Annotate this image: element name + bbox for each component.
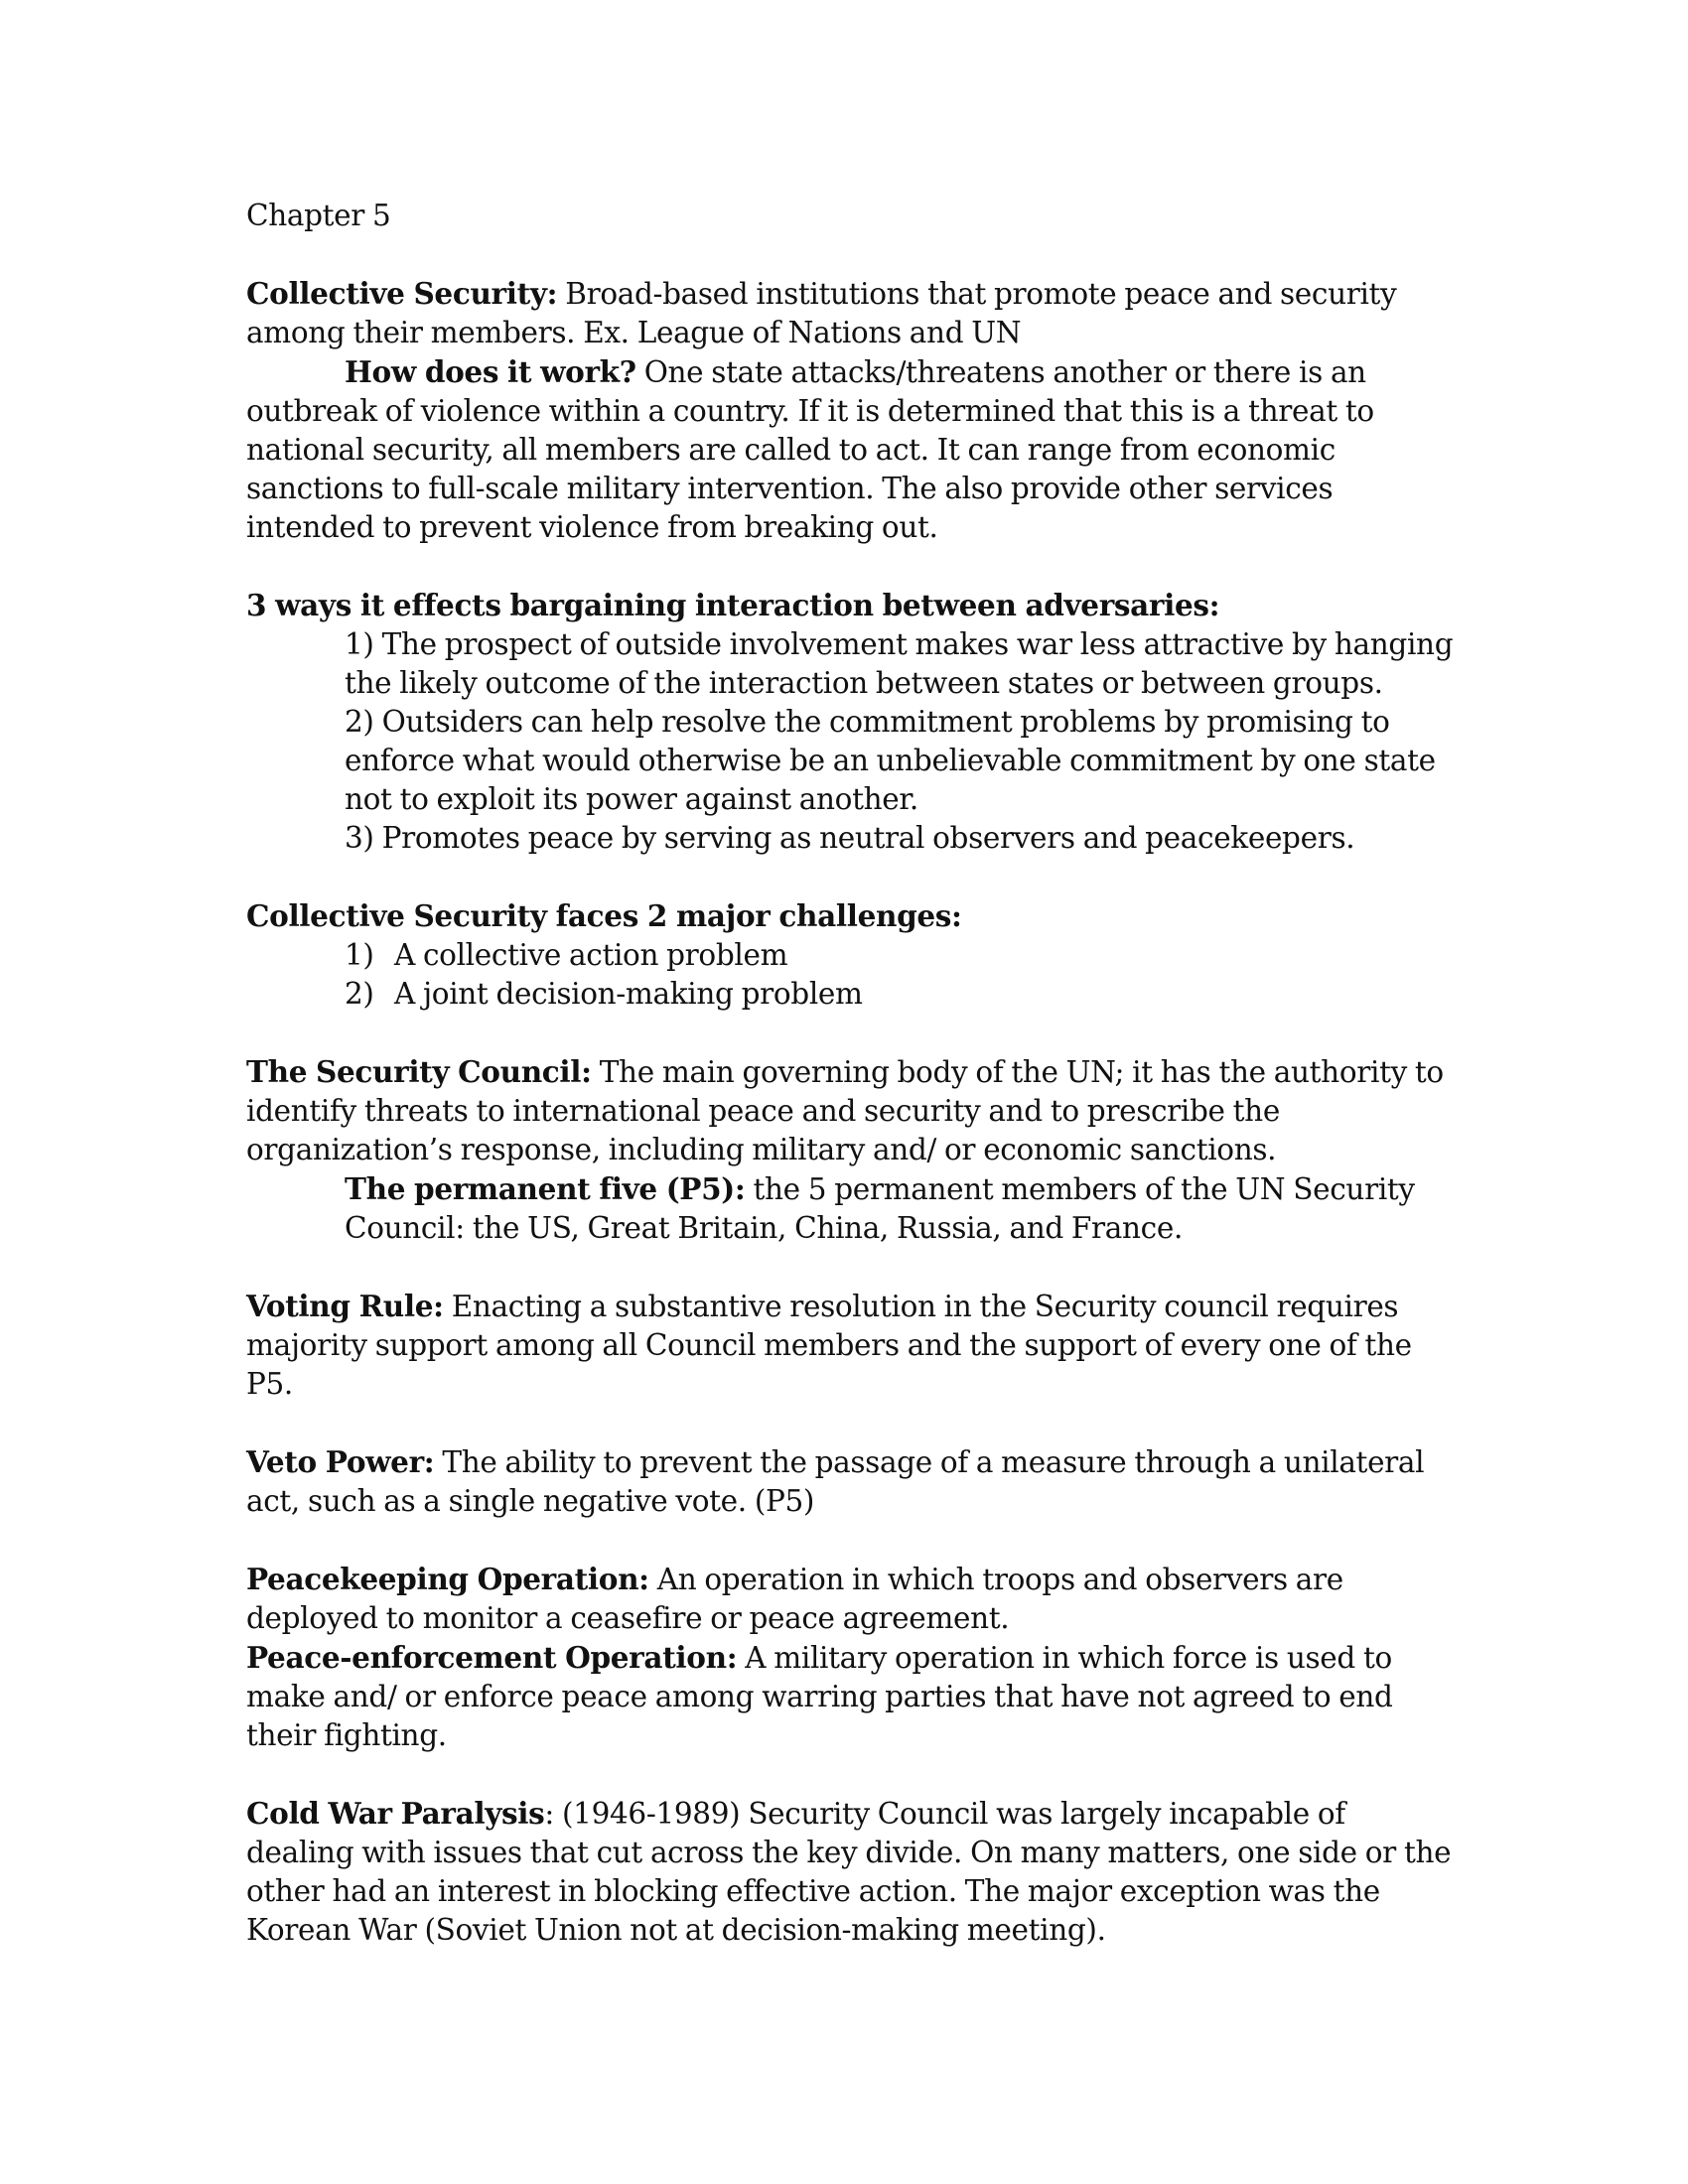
- voting-rule-term: Voting Rule:: [246, 1289, 444, 1323]
- chapter-title: Chapter 5: [246, 199, 391, 232]
- document-page: [246, 197, 1458, 1950]
- three-ways-item: 2) Outsiders can help resolve the commitment problems by promising to enforce what would otherwise be an unbelievable commitment by one state not to exploit its power against another.: [345, 705, 1436, 816]
- peacekeeping-paragraph: [246, 1560, 1458, 1638]
- how-it-works-text: One state attacks/threatens another or there is an outbreak of violence within a country. If it is determined that this is a threat to national security, all members are called to act. It can range from economic sanctions to full-scale military intervention. The also provide other services intended to prevent violence from breaking out.: [246, 355, 1374, 544]
- challenge-number: 1): [345, 938, 374, 972]
- three-ways-list: [246, 625, 1458, 858]
- peacekeeping-definition: An operation in which troops and observers are deployed to monitor a ceasefire or peace agreement.: [246, 1563, 1343, 1635]
- voting-rule-paragraph: [246, 1287, 1458, 1404]
- voting-rule-definition: Enacting a substantive resolution in the Security council requires majority support among all Council members and the support of every one of the P5.: [246, 1290, 1412, 1401]
- veto-power-term: Veto Power:: [246, 1444, 435, 1479]
- collective-security-definition: Broad-based institutions that promote peace and security among their members. Ex. League of Nations and UN: [246, 277, 1397, 349]
- security-council-term: The Security Council:: [246, 1054, 592, 1089]
- challenge-text: A collective action problem: [394, 938, 788, 972]
- collective-security-term: Collective Security:: [246, 276, 558, 311]
- challenges-heading: Collective Security faces 2 major challenges:: [246, 898, 962, 933]
- peace-enforcement-definition: A military operation in which force is used to make and/ or enforce peace among warring parties that have not agreed to end their fighting.: [246, 1641, 1393, 1752]
- veto-power-definition: The ability to prevent the passage of a measure through a unilateral act, such as a single negative vote. (P5): [246, 1445, 1425, 1518]
- peace-enforcement-paragraph: [246, 1638, 1458, 1755]
- challenge-item: [246, 936, 1458, 975]
- peacekeeping-term: Peacekeeping Operation:: [246, 1562, 649, 1596]
- how-it-works-term: How does it work?: [345, 354, 636, 389]
- challenge-item: [246, 975, 1458, 1014]
- challenges-list: [246, 936, 1458, 1014]
- veto-power-paragraph: [246, 1442, 1458, 1521]
- three-ways-item: 1) The prospect of outside involvement makes war less attractive by hanging the likely outcome of the interaction between states or between groups.: [345, 627, 1454, 700]
- cold-war-term: Cold War Paralysis: [246, 1796, 545, 1831]
- how-it-works-paragraph: [246, 352, 1458, 547]
- security-council-paragraph: [246, 1052, 1458, 1169]
- p5-paragraph: [246, 1169, 1458, 1248]
- cold-war-paragraph: [246, 1794, 1458, 1950]
- p5-text: the 5 permanent members of the UN Security Council: the US, Great Britain, China, Russia, and France.: [345, 1172, 1415, 1245]
- three-ways-heading: 3 ways it effects bargaining interaction between adversaries:: [246, 588, 1220, 622]
- challenge-text: A joint decision-making problem: [394, 977, 863, 1011]
- p5-term: The permanent five (P5):: [345, 1171, 746, 1206]
- cold-war-definition: : (1946-1989) Security Council was largely incapable of dealing with issues that cut across the key divide. On many matters, one side or the other had an interest in blocking effective action. The major exception was the Korean War (Soviet Union not at decision-making meeting).: [246, 1797, 1452, 1947]
- collective-security-paragraph: [246, 274, 1458, 352]
- three-ways-item: 3) Promotes peace by serving as neutral observers and peacekeepers.: [345, 821, 1355, 855]
- challenge-number: 2): [345, 977, 374, 1011]
- security-council-definition: The main governing body of the UN; it has the authority to identify threats to international peace and security and to prescribe the organization’s response, including military and/ or economic sanctions.: [246, 1055, 1444, 1166]
- peace-enforcement-term: Peace-enforcement Operation:: [246, 1640, 738, 1675]
